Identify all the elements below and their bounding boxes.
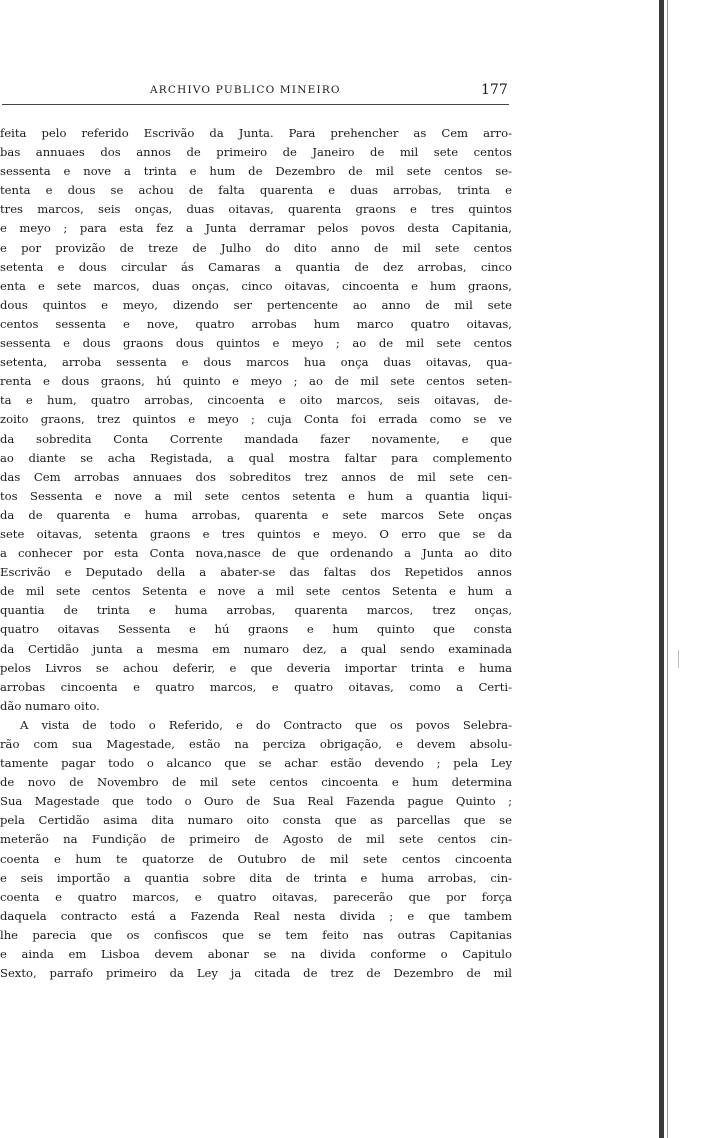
text-line: ao diante se acha Registada, a qual mostra faltar para complemento: [0, 450, 512, 465]
text-line: tos Sessenta e nove a mil sete centos setenta e hum a quantia liqui-: [0, 488, 512, 503]
text-line: centos sessenta e nove, quatro arrobas hum marco quatro oitavas,: [0, 316, 512, 331]
text-line: daquela contracto está a Fazenda Real nesta divida ; e que tambem: [0, 908, 512, 923]
text-line: da sobredita Conta Corrente mandada fazer novamente, e que: [0, 431, 512, 446]
book-binding-edge: [659, 0, 664, 1138]
running-header: ARCHIVO PUBLICO MINEIRO: [150, 84, 341, 96]
book-binding-shadow: [667, 0, 668, 1138]
text-line: das Cem arrobas annuaes dos sobreditos trez annos de mil sete cen-: [0, 469, 512, 484]
text-line: quantia de trinta e huma arrobas, quarenta marcos, trez onças,: [0, 603, 512, 618]
text-line: sete oitavas, setenta graons e tres quintos e meyo. O erro que se da: [0, 526, 512, 541]
text-line: bas annuaes dos annos de primeiro de Janeiro de mil sete centos: [0, 145, 512, 160]
text-line: Sua Magestade que todo o Ouro de Sua Real Fazenda pague Quinto ;: [0, 794, 512, 809]
text-line: Sexto, parrafo primeiro da Ley ja citada de trez de Dezembro de mil: [0, 966, 512, 981]
text-line: enta e sete marcos, duas onças, cinco oitavas, cincoenta e hum graons,: [0, 278, 512, 293]
text-line: da de quarenta e huma arrobas, quarenta e sete marcos Sete onças: [0, 507, 512, 522]
body-text: [0, 124, 512, 983]
text-line: lhe parecia que os confiscos que se tem feito nas outras Capitanias: [0, 927, 512, 942]
text-line: e meyo ; para esta fez a Junta derramar pelos povos desta Capitania,: [0, 221, 512, 236]
text-line: tenta e dous se achou de falta quarenta e duas arrobas, trinta e: [0, 183, 512, 198]
scan-mark: [678, 650, 679, 668]
text-line: zoito graons, trez quintos e meyo ; cuja Conta foi errada como se ve: [0, 412, 512, 427]
text-line: rão com sua Magestade, estão na perciza obrigação, e devem absolu-: [0, 737, 512, 751]
text-line: tres marcos, seis onças, duas oitavas, quarenta graons e tres quintos: [0, 202, 512, 217]
text-line: pela Certidão asima dita numaro oito consta que as parcellas que se: [0, 813, 512, 828]
text-line: dão numaro oito.: [0, 698, 100, 713]
page-number: 177: [481, 82, 508, 98]
text-line: e por provizão de treze de Julho do dito anno de mil sete centos: [0, 240, 512, 255]
text-line: arrobas cincoenta e quatro marcos, e quatro oitavas, como a Certi-: [0, 679, 512, 694]
text-line: renta e dous graons, hú quinto e meyo ; ao de mil sete centos seten-: [0, 374, 512, 389]
text-line: a conhecer por esta Conta nova,nasce de que ordenando a Junta ao dito: [0, 546, 512, 561]
paragraph-start-line: A vista de todo o Referido, e do Contracto que os povos Selebra-: [20, 717, 512, 732]
text-line: sessenta e dous graons dous quintos e meyo ; ao de mil sete centos: [0, 336, 512, 351]
text-line: sessenta e nove a trinta e hum de Dezembro de mil sete centos se-: [0, 164, 512, 179]
text-line: feita pelo referido Escrivão da Junta. Para prehencher as Cem arro-: [0, 126, 512, 140]
text-line: de novo de Novembro de mil sete centos cincoenta e hum determina: [0, 775, 512, 790]
text-line: meterão na Fundição de primeiro de Agosto de mil sete centos cin-: [0, 832, 512, 847]
text-line: tamente pagar todo o alcanco que se achar estão devendo ; pela Ley: [0, 756, 512, 771]
text-line: e ainda em Lisboa devem abonar se na divida conforme o Capitulo: [0, 947, 512, 962]
text-line: quatro oitavas Sessenta e hú graons e hum quinto que consta: [0, 622, 512, 637]
header-rule: [2, 104, 509, 105]
text-line: coenta e hum te quatorze de Outubro de mil sete centos cincoenta: [0, 851, 512, 866]
text-line: de mil sete centos Setenta e nove a mil sete centos Setenta e hum a: [0, 584, 512, 599]
text-line: Escrivão e Deputado della a abater-se das faltas dos Repetidos annos: [0, 565, 512, 580]
text-line: dous quintos e meyo, dizendo ser pertencente ao anno de mil sete: [0, 297, 512, 312]
text-line: setenta, arroba sessenta e dous marcos hua onça duas oitavas, qua-: [0, 355, 512, 370]
text-line: setenta e dous circular ás Camaras a quantia de dez arrobas, cinco: [0, 259, 512, 274]
text-line: pelos Livros se achou deferir, e que deveria importar trinta e huma: [0, 660, 512, 675]
text-line: ta e hum, quatro arrobas, cincoenta e oito marcos, seis oitavas, de-: [0, 393, 512, 408]
text-line: coenta e quatro marcos, e quatro oitavas, parecerão que por força: [0, 889, 512, 904]
text-line: e seis importão a quantia sobre dita de trinta e huma arrobas, cin-: [0, 870, 512, 885]
text-line: da Certidão junta a mesma em numaro dez, a qual sendo examinada: [0, 641, 512, 656]
